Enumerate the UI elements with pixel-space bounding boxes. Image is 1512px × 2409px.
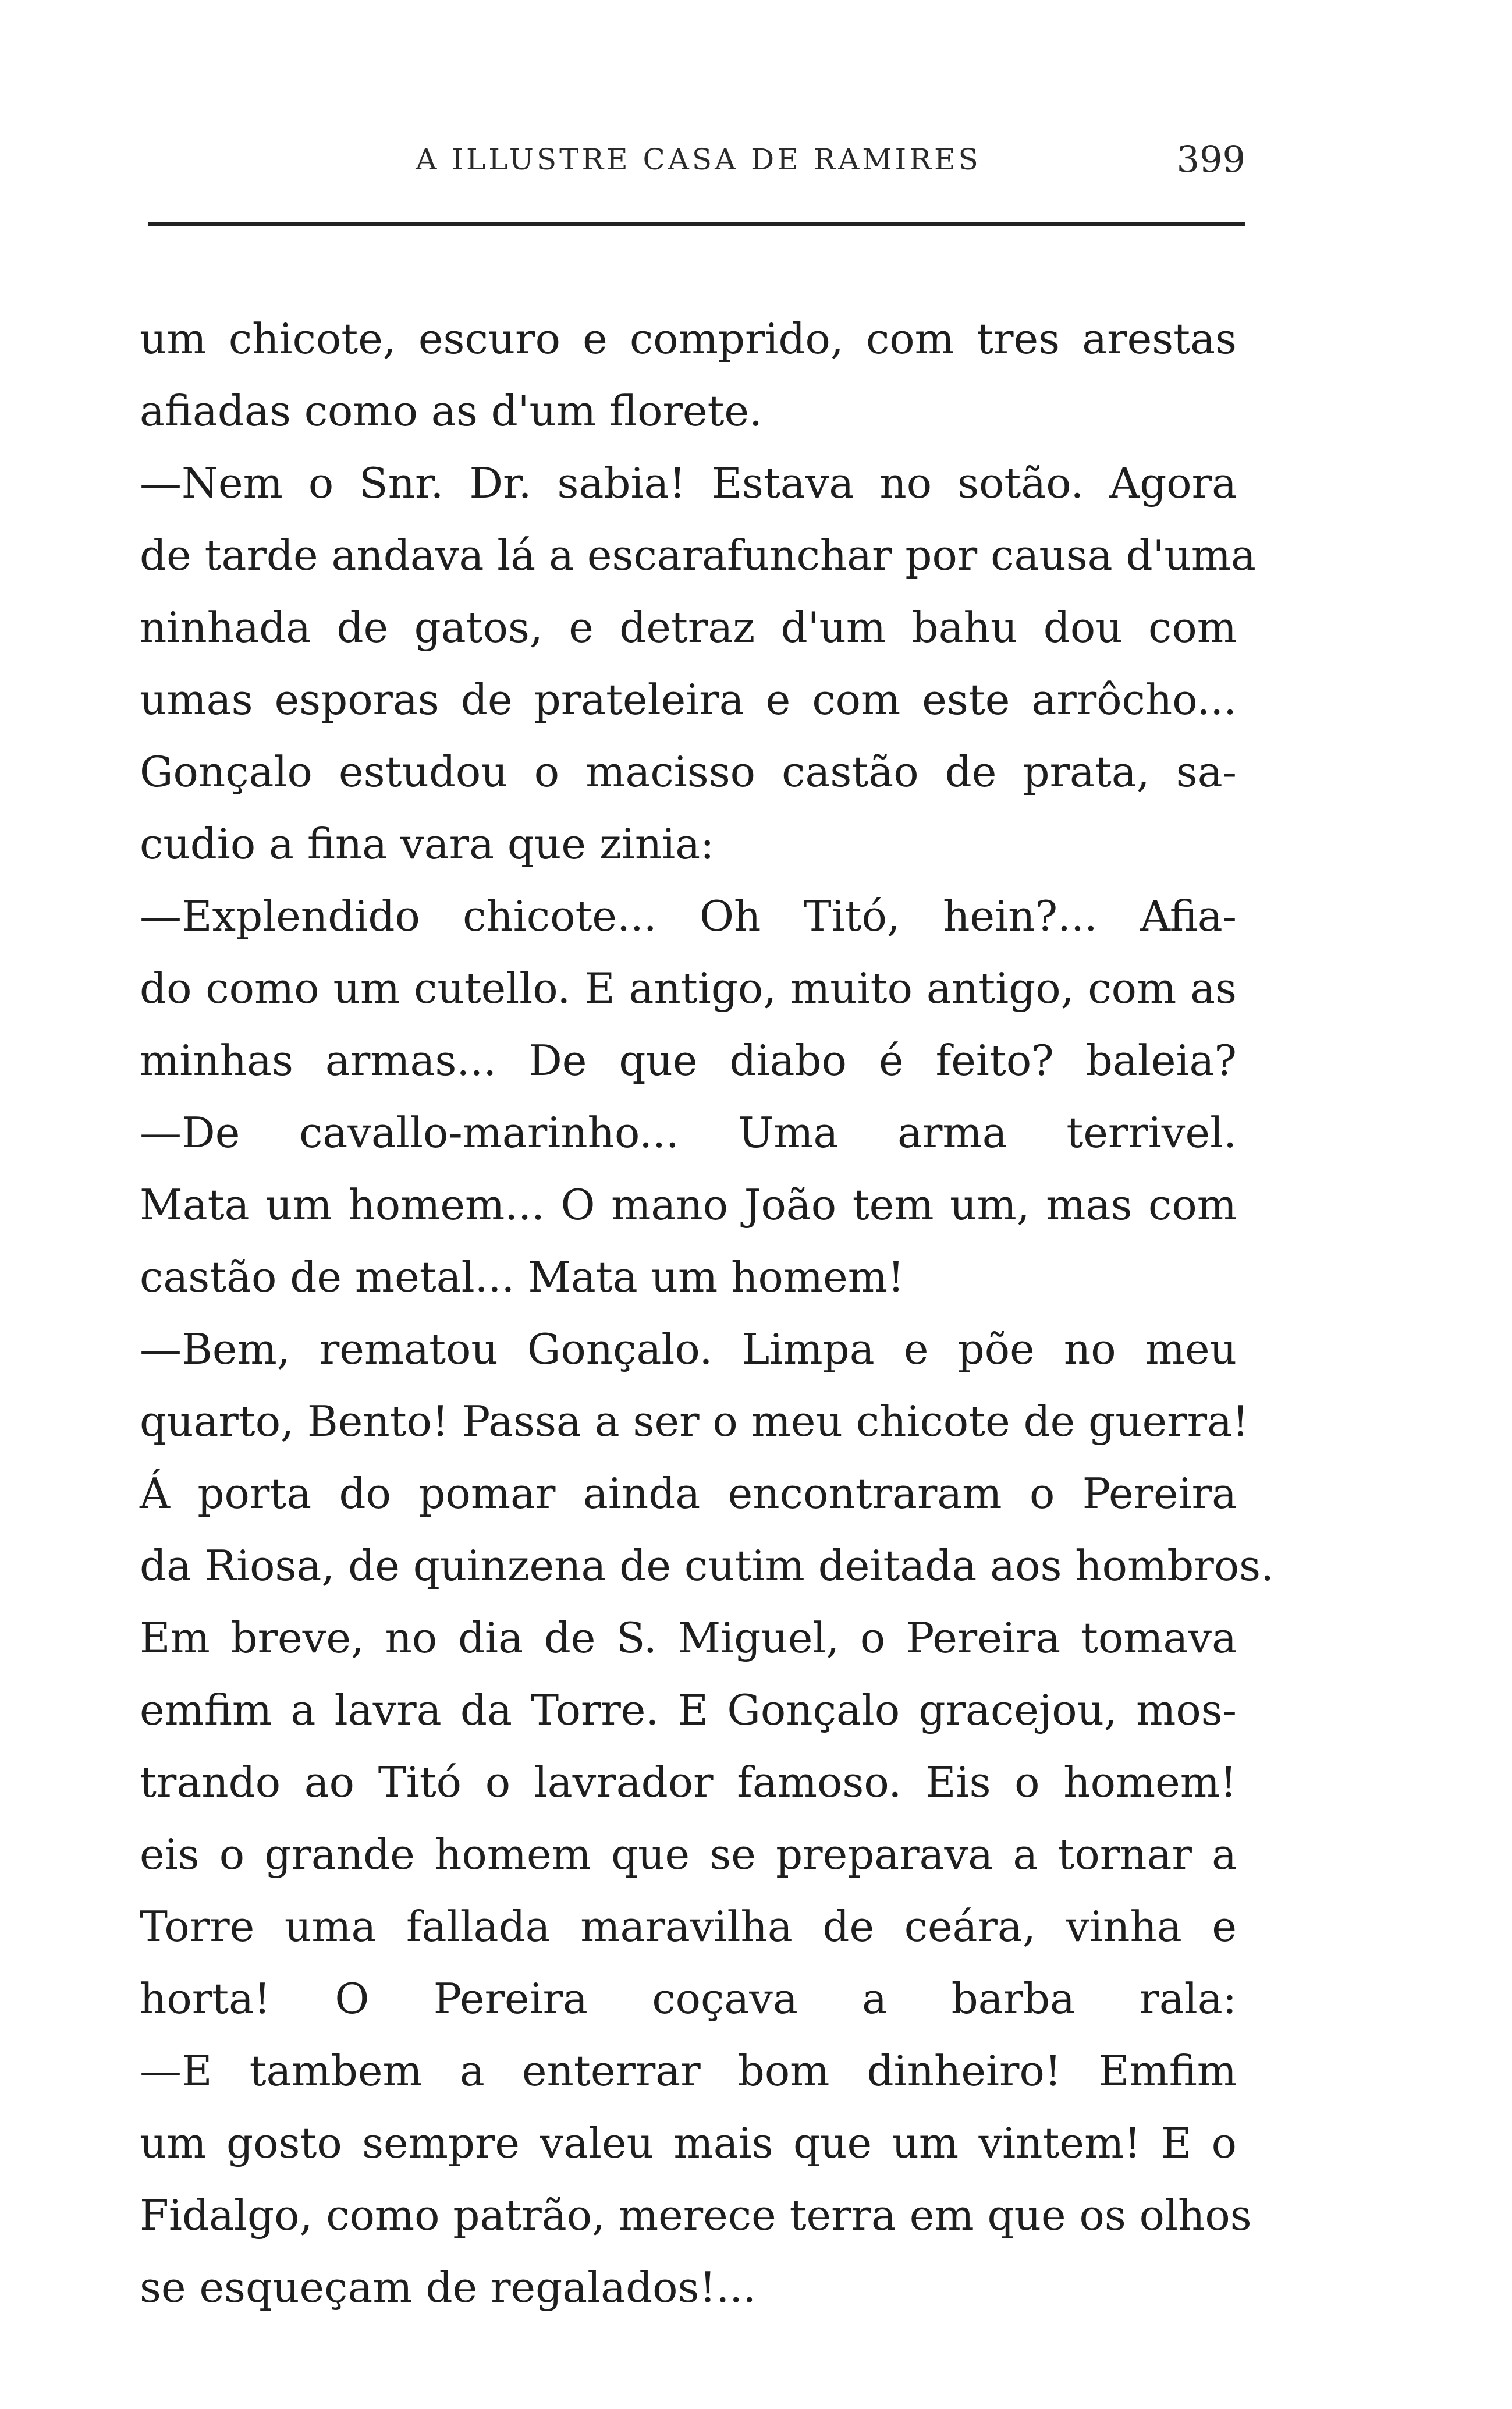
text-line: Gonçalo estudou o macisso castão de prata, sa- bbox=[140, 747, 1237, 796]
text-line: se esqueçam de regalados!... bbox=[140, 2263, 757, 2312]
header-rule bbox=[148, 222, 1245, 226]
text-line: —Nem o Snr. Dr. sabia! Estava no sotão. Agora bbox=[140, 459, 1237, 508]
text-line: Á porta do pomar ainda encontraram o Pereira bbox=[140, 1469, 1237, 1518]
text-line: —De cavallo-marinho... Uma arma terrivel. bbox=[140, 1108, 1237, 1157]
text-line: eis o grande homem que se preparava a tornar a bbox=[140, 1830, 1237, 1879]
text-line: da Riosa, de quinzena de cutim deitada aos hombros. bbox=[140, 1541, 1274, 1590]
text-line: castão de metal... Mata um homem! bbox=[140, 1253, 904, 1301]
text-line: Torre uma fallada maravilha de ceára, vinha e bbox=[140, 1902, 1237, 1951]
text-line: um gosto sempre valeu mais que um vintem! E o bbox=[140, 2119, 1237, 2167]
text-line: Fidalgo, como patrão, merece terra em que os olhos bbox=[140, 2191, 1252, 2240]
page-header bbox=[151, 125, 1245, 183]
text-line: —E tambem a enterrar bom dinheiro! Emfim bbox=[140, 2046, 1237, 2095]
text-line: Mata um homem... O mano João tem um, mas com bbox=[140, 1180, 1237, 1229]
text-line: um chicote, escuro e comprido, com tres arestas bbox=[140, 314, 1237, 363]
text-line: horta! O Pereira coçava a barba rala: bbox=[140, 1974, 1237, 2023]
text-line: afiadas como as d'um florete. bbox=[140, 386, 762, 435]
text-line: Em breve, no dia de S. Miguel, o Pereira tomava bbox=[140, 1613, 1237, 1662]
text-line: —Bem, rematou Gonçalo. Limpa e põe no meu bbox=[140, 1325, 1237, 1374]
text-line: quarto, Bento! Passa a ser o meu chicote de guerra! bbox=[140, 1397, 1249, 1446]
text-line: emfim a lavra da Torre. E Gonçalo gracejou, mos- bbox=[140, 1686, 1237, 1734]
text-line: ninhada de gatos, e detraz d'um bahu dou com bbox=[140, 603, 1237, 652]
text-line: do como um cutello. E antigo, muito antigo, com as bbox=[140, 964, 1237, 1013]
text-line: trando ao Titó o lavrador famoso. Eis o homem! bbox=[140, 1758, 1237, 1807]
text-line: —Explendido chicote... Oh Titó, hein?... Afia- bbox=[140, 892, 1237, 941]
text-line: minhas armas... De que diabo é feito? baleia? bbox=[140, 1036, 1237, 1085]
page-number: 399 bbox=[1176, 138, 1245, 180]
running-title: A ILLUSTRE CASA DE RAMIRES bbox=[416, 143, 981, 176]
text-line: de tarde andava lá a escarafunchar por causa d'uma bbox=[140, 531, 1256, 580]
body-text bbox=[140, 303, 1274, 2323]
text-line: cudio a fina vara que zinia: bbox=[140, 819, 715, 868]
text-line: umas esporas de prateleira e com este arrôcho... bbox=[140, 675, 1237, 724]
